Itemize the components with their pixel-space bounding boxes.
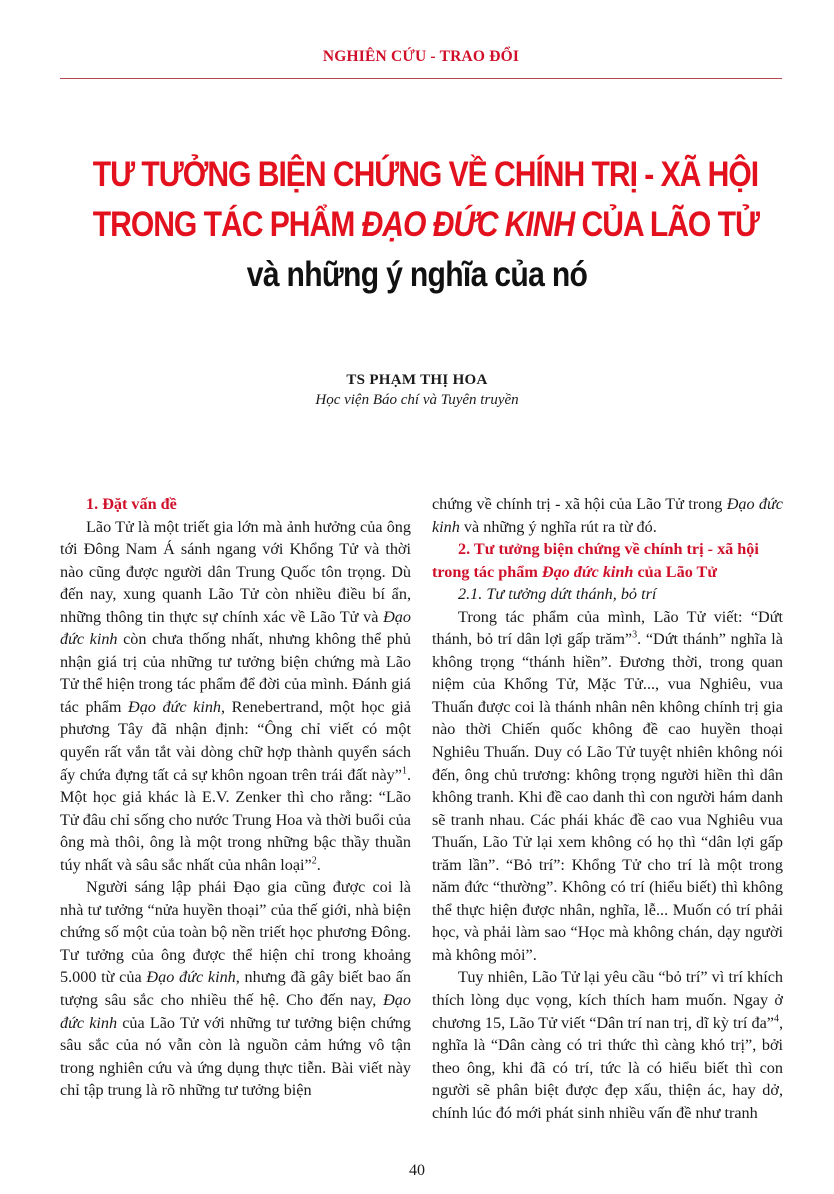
paragraph <box>432 606 783 967</box>
text-run: Lão Tử là một triết gia lớn mà ảnh hưởng của ông tới Đông Nam Á sánh ngang với Khổng Tử và thời nào cũng được người dân Trung Quốc tôn trọng. Dù đến nay, xung quanh Lão Tử còn nhiều điều bí ẩn, những thông tin thực sự chính xác về Lão Tử và <box>60 517 411 626</box>
work-title: Đạo đức kinh <box>541 562 634 581</box>
text-run: , nhưng đã gây biết bao ấn tượng sâu sắc cho nhiều thế hệ. Cho đến nay, <box>60 968 412 1010</box>
text-run: còn chưa thống nhất, nhưng không thể phủ nhận giá trị của những tư tưởng biện chứng mà Lão Tử thể hiện trong tác phẩm để đời của mình. Đánh giá tác phẩm <box>60 630 411 716</box>
section-heading-2 <box>432 538 783 583</box>
text-run: của Lão Tử với những tư tưởng biện chứng sâu sắc của nó vẫn còn là nguồn cảm hứng vô tận trong nghiên cứu và ứng dụng thực tiễn. Bài viết này chỉ tập trung là rõ những tư tưởng biện <box>60 1013 411 1100</box>
paragraph <box>60 516 411 877</box>
right-column <box>432 493 783 1124</box>
text-run: Người sáng lập phái Đạo gia cũng được coi là nhà tư tưởng “nửa huyền thoại” của thế giới, nhà biện chứng số một của toàn bộ nền triết học phương Đông. Tư tưởng của ông được thể hiện chỉ trong khoảng 5.000 từ của <box>60 878 411 987</box>
text-run: 2. Tư tưởng biện chứng về chính trị - xã hội trong tác phẩm <box>432 540 759 581</box>
page-number: 40 <box>409 1162 425 1179</box>
header-divider <box>60 78 782 79</box>
work-title: Đạo đức kinh <box>60 991 411 1032</box>
text-run: Trong tác phẩm của mình, Lão Tử viết: “Dứt thánh, bỏ trí dân lợi gấp trăm” <box>432 607 783 649</box>
text-run: . Một học giả khác là E.V. Zenker thì cho rằng: “Lão Tử đâu chỉ sống cho nước Trung Hoa và thời buổi của ông mà thôi, ông là một trong những bậc thầy thuần túy nhất và sâu sắc nhất của nhân loại” <box>60 765 411 874</box>
title-work-name: ĐẠO ĐỨC KINH <box>361 205 575 244</box>
footnote-ref-3[interactable]: 3 <box>632 629 638 641</box>
left-column <box>60 493 411 1102</box>
author-name: TS PHẠM THỊ HOA <box>346 372 488 388</box>
paragraph <box>60 876 411 1101</box>
title-line-2-post: CỦA LÃO TỬ <box>574 205 759 244</box>
work-title: Đạo đức kinh <box>128 697 222 716</box>
text-run: . <box>316 855 321 874</box>
subsection-heading-2-1: 2.1. Tư tưởng dứt thánh, bỏ trí <box>458 585 657 604</box>
author-affiliation: Học viện Báo chí và Tuyên truyền <box>315 392 519 408</box>
article-title <box>40 150 794 300</box>
work-title: Đạo đức kinh <box>60 607 411 649</box>
paragraph-continued <box>432 493 783 538</box>
section-label: NGHIÊN CỨU - TRAO ĐỔI <box>322 48 520 65</box>
footnote-ref-1[interactable]: 1 <box>401 765 407 777</box>
footnote-ref-2[interactable]: 2 <box>311 855 317 867</box>
text-run: Tuy nhiên, Lão Tử lại yêu cầu “bỏ trí” vì trí khích thích lòng dục vọng, kích thích ham muốn. Ngay ở chương 15, Lão Tử viết “Dân trí nan trị, dĩ kỳ trí đa” <box>432 968 783 1032</box>
work-title: Đạo đức kinh <box>146 968 236 987</box>
title-line-3: và những ý nghĩa của nó <box>246 255 588 294</box>
paragraph <box>432 966 783 1124</box>
title-line-1: TƯ TƯỞNG BIỆN CHỨNG VỀ CHÍNH TRỊ - XÃ HỘI <box>92 155 759 194</box>
work-title: Đạo đức kinh <box>432 495 783 536</box>
text-run: , nghĩa là “Dân càng có tri thức thì càng khó trị”, bởi theo ông, khi đã có trí, tức là có hiểu biết thì con người sẽ phân biệt được đẹp xấu, thiện ác, hay dở, chính lúc đó mới phát sinh nhiều vấn đề như tranh <box>432 1013 783 1122</box>
text-run: , Renebertrand, một học giả phương Tây đã nhận định: “Ông chỉ viết có một quyển rất vắn tắt vài dòng chữ hợp thành quyển sách ấy chứa đựng tất cả sự khôn ngoan trên trái đất này” <box>60 697 411 784</box>
section-heading-1: 1. Đặt vấn đề <box>86 495 177 513</box>
footnote-ref-4[interactable]: 4 <box>773 1013 779 1025</box>
title-line-2-pre: TRONG TÁC PHẨM <box>92 205 362 244</box>
text-run: và những ý nghĩa rút ra từ đó. <box>459 517 657 536</box>
title-line-2 <box>92 200 759 250</box>
text-run: . “Dứt thánh” nghĩa là không trọng “thánh hiền”. Đương thời, trong quan niệm của Khổng Tử, Mặc Tử..., vua Nghiêu, vua Thuấn được coi là thánh nhân nên không chính trị gia nào thời Chiến quốc không đề cao huyền thoại Nghiêu Thuấn. Duy có Lão Tử tuyệt nhiên không nói đến, ông chủ trương: không trọng người hiền thì dân không tranh. Khi đề cao danh thì con người hám danh sẽ tranh nhau. Các phái khác đề cao vua Nghiêu vua Thuấn, Lão Tử lại xem không có họ thì “dân lợi gấp trăm lần”. “Bỏ trí”: Khổng Tử cho trí là một trong năm đức “thường”. Không có trí (hiểu biết) thì không thể thực hiện được nhân, nghĩa, lễ... Muốn có trí phải học, và phải làm sao “Học mà không chán, dạy người mà không mỏi”. <box>432 630 783 964</box>
text-run: chứng về chính trị - xã hội của Lão Tử trong <box>432 495 727 513</box>
section-header <box>60 48 782 66</box>
text-run: của Lão Tử <box>633 562 718 581</box>
